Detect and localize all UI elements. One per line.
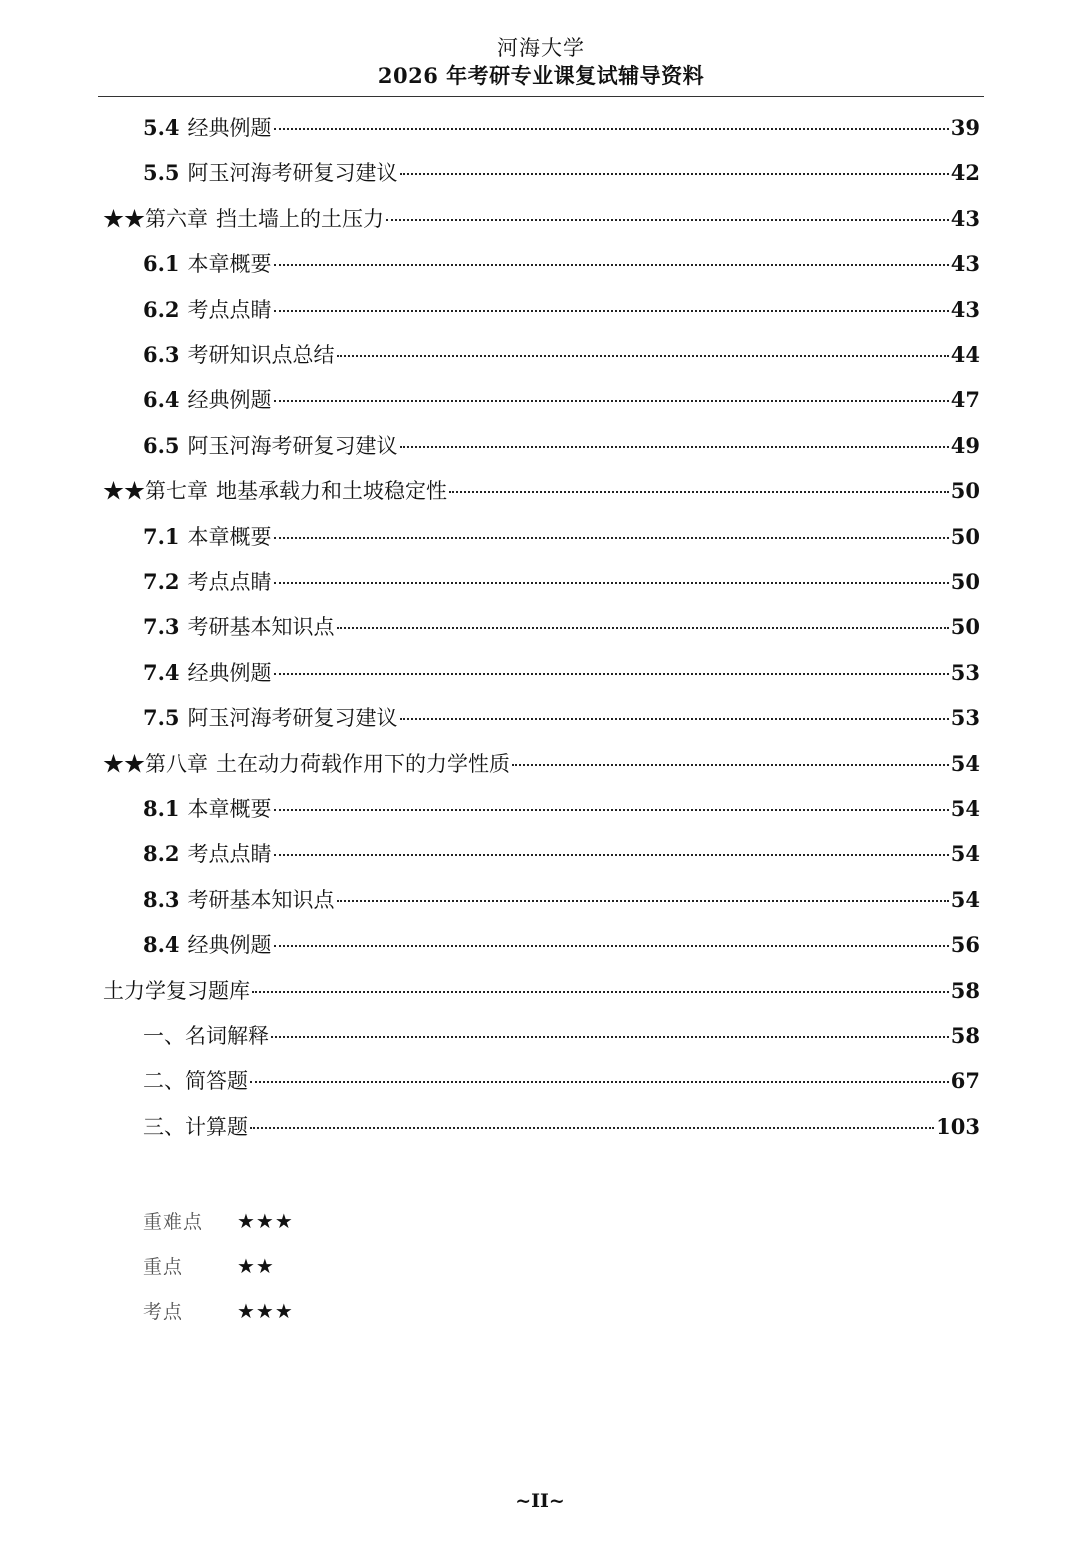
toc-dot-leader (337, 900, 949, 902)
toc-entry[interactable] (143, 290, 980, 330)
toc-entry-title: 简答题 (185, 1069, 248, 1094)
toc-entry-number: 二、 (143, 1069, 185, 1094)
toc-entry[interactable] (143, 335, 980, 375)
toc-entry-label (143, 426, 398, 466)
toc-entry-title: 经典例题 (187, 116, 272, 140)
toc-entry-label (143, 834, 272, 874)
toc-dot-leader (271, 1036, 949, 1038)
toc-entry-number: 7.3 (143, 614, 180, 640)
toc-entry-label (143, 290, 272, 330)
toc-entry-title: 考研基本知识点 (187, 615, 335, 640)
toc-entry-number: ★★第七章 (103, 479, 208, 504)
toc-entry-page: 42 (950, 160, 980, 186)
toc-entry-label (143, 925, 272, 965)
page-number: ~II~ (515, 1490, 565, 1512)
toc-dot-leader (250, 1081, 949, 1083)
toc-dot-leader (252, 991, 949, 993)
toc-entry-label (143, 1107, 248, 1147)
toc-entry-number: 6.4 (143, 387, 180, 413)
toc-entry-number: ★★第六章 (103, 206, 208, 231)
toc-dot-leader (274, 854, 949, 856)
university-name: 河海大学 (497, 36, 585, 60)
legend-row (143, 1243, 294, 1288)
toc-entry-label (143, 517, 272, 557)
toc-dot-leader (449, 491, 949, 493)
toc-entry-page: 49 (950, 432, 980, 458)
toc-entry-title: 本章概要 (187, 252, 272, 277)
toc-entry-page: 39 (950, 115, 980, 140)
toc-entry-page: 50 (950, 478, 980, 504)
toc-entry-number: 8.1 (143, 796, 180, 821)
toc-entry-page: 58 (950, 977, 980, 1003)
toc-dot-leader (274, 310, 949, 312)
toc-dot-leader (337, 627, 949, 629)
toc-entry-page: 54 (950, 841, 980, 867)
toc-entry-title: 地基承载力和土坡稳定性 (216, 479, 447, 504)
toc-entry[interactable] (143, 880, 980, 920)
toc-entry-number: 5.5 (143, 160, 180, 186)
toc-entry-label (143, 1016, 269, 1056)
toc-dot-leader (274, 809, 949, 811)
toc-entry-number: 7.2 (143, 569, 180, 594)
toc-entry-label (143, 153, 398, 193)
toc-entry-label (103, 971, 250, 1011)
toc-dot-leader (274, 128, 949, 130)
toc-dot-leader (386, 219, 949, 221)
toc-entry[interactable] (103, 744, 980, 784)
toc-dot-leader (400, 446, 949, 448)
toc-entry[interactable] (103, 971, 980, 1011)
toc-entry-number: 6.1 (143, 251, 180, 277)
page-header (98, 34, 984, 90)
toc-entry-title: 考点点睛 (187, 842, 272, 867)
toc-entry[interactable] (143, 244, 980, 284)
toc-entry-page: 47 (950, 387, 980, 413)
toc-entry-title: 考点点睛 (187, 297, 272, 322)
toc-entry-title: 挡土墙上的土压力 (216, 206, 384, 231)
toc-entry[interactable] (143, 925, 980, 965)
toc-entry[interactable] (143, 653, 980, 693)
toc-entry-number: 6.5 (143, 432, 180, 458)
toc-entry-title: 阿玉河海考研复习建议 (187, 433, 398, 458)
toc-entry-page: 54 (950, 796, 980, 821)
toc-entry-number: 7.5 (143, 705, 180, 731)
legend-stars: ★★ (237, 1253, 275, 1278)
legend-stars: ★★★ (237, 1298, 294, 1323)
toc-dot-leader (274, 673, 949, 675)
toc-entry-label (143, 653, 272, 693)
toc-entry-page: 43 (950, 296, 980, 322)
toc-entry-title: 本章概要 (187, 797, 272, 821)
toc-entry[interactable] (103, 471, 980, 511)
toc-entry-page: 54 (950, 750, 980, 776)
toc-entry[interactable] (143, 108, 980, 148)
toc-entry-title: 考研基本知识点 (187, 887, 335, 912)
toc-entry-title: 计算题 (185, 1114, 248, 1139)
toc-entry-label (103, 471, 447, 511)
toc-entry-page: 54 (950, 886, 980, 912)
toc-entry-number: 6.2 (143, 296, 180, 322)
toc-entry-title: 经典例题 (187, 660, 272, 685)
toc-dot-leader (400, 173, 949, 175)
toc-entry-title: 经典例题 (187, 388, 272, 413)
toc-entry-number: 8.4 (143, 932, 180, 958)
toc-entry-title: 名词解释 (185, 1024, 269, 1048)
toc-entry[interactable] (143, 834, 980, 874)
toc-entry-number: 8.2 (143, 841, 180, 867)
toc-entry-title: 土力学复习题库 (103, 978, 250, 1003)
toc-entry-number: 5.4 (143, 115, 180, 140)
toc-entry[interactable] (143, 426, 980, 466)
toc-entry-label (103, 744, 510, 784)
toc-dot-leader (400, 718, 949, 720)
toc-entry-number: 三、 (143, 1114, 185, 1139)
toc-entry-label (143, 335, 335, 375)
toc-entry-page: 50 (950, 523, 980, 549)
toc-entry[interactable] (143, 789, 980, 829)
toc-entry-title: 考研知识点总结 (187, 343, 335, 367)
toc-dot-leader (250, 1127, 934, 1129)
toc-entry-page: 44 (950, 342, 980, 367)
toc-dot-leader (512, 764, 949, 766)
toc-entry-label (143, 698, 398, 738)
header-divider (98, 96, 984, 97)
toc-entry-label (143, 789, 272, 829)
toc-entry-page: 43 (950, 251, 980, 277)
toc-dot-leader (274, 945, 949, 947)
toc-dot-leader (274, 582, 949, 584)
document-title: 2026 年考研专业课复试辅导资料 (377, 63, 705, 88)
toc-entry[interactable] (143, 698, 980, 738)
toc-entry-number: 7.4 (143, 659, 180, 685)
toc-entry-page: 50 (950, 614, 980, 640)
toc-entry-label (143, 108, 272, 148)
toc-dot-leader (337, 355, 949, 357)
toc-entry-label (143, 880, 335, 920)
toc-entry[interactable] (103, 199, 980, 239)
toc-entry-title: 本章概要 (187, 524, 272, 549)
toc-entry-number: 6.3 (143, 342, 180, 367)
legend-stars: ★★★ (237, 1208, 294, 1233)
toc-entry[interactable] (143, 380, 980, 420)
toc-entry-number: 一、 (143, 1024, 185, 1048)
toc-entry-label (143, 1061, 248, 1101)
toc-entry-number: 7.1 (143, 523, 180, 549)
legend-label: 重点 (143, 1256, 184, 1278)
toc-entry-label (143, 380, 272, 420)
toc-entry-page: 58 (950, 1023, 980, 1048)
toc-entry-page: 53 (950, 659, 980, 685)
toc-entry[interactable] (143, 1107, 980, 1147)
toc-entry[interactable] (143, 607, 980, 647)
toc-entry-label (143, 244, 272, 284)
toc-entry[interactable] (143, 1061, 980, 1101)
toc-entry-label (103, 199, 384, 239)
toc-entry-page: 56 (950, 932, 980, 958)
toc-dot-leader (274, 537, 949, 539)
toc-entry-page: 53 (950, 705, 980, 731)
toc-entry[interactable] (143, 562, 980, 602)
toc-entry[interactable] (143, 1016, 980, 1056)
toc-dot-leader (274, 400, 949, 402)
toc-entry-title: 阿玉河海考研复习建议 (187, 706, 398, 731)
star-legend (143, 1198, 294, 1333)
toc-entry-number: ★★第八章 (103, 751, 208, 776)
legend-label: 重难点 (143, 1211, 204, 1233)
legend-row (143, 1288, 294, 1333)
toc-entry-page: 43 (950, 205, 980, 231)
toc-entry-title: 阿玉河海考研复习建议 (187, 161, 398, 186)
toc-entry-title: 土在动力荷载作用下的力学性质 (216, 751, 510, 776)
toc-entry-page: 103 (936, 1113, 980, 1139)
legend-row (143, 1198, 294, 1243)
toc-entry[interactable] (143, 153, 980, 193)
toc-entry-title: 经典例题 (187, 933, 272, 958)
toc-entry-number: 8.3 (143, 886, 180, 912)
legend-label: 考点 (143, 1301, 184, 1323)
toc-entry-page: 50 (950, 569, 980, 594)
toc-entry-label (143, 562, 272, 602)
toc-entry[interactable] (143, 517, 980, 557)
toc-entry-page: 67 (950, 1068, 980, 1094)
toc-dot-leader (274, 264, 949, 266)
toc-entry-label (143, 607, 335, 647)
toc-entry-title: 考点点睛 (187, 570, 272, 594)
